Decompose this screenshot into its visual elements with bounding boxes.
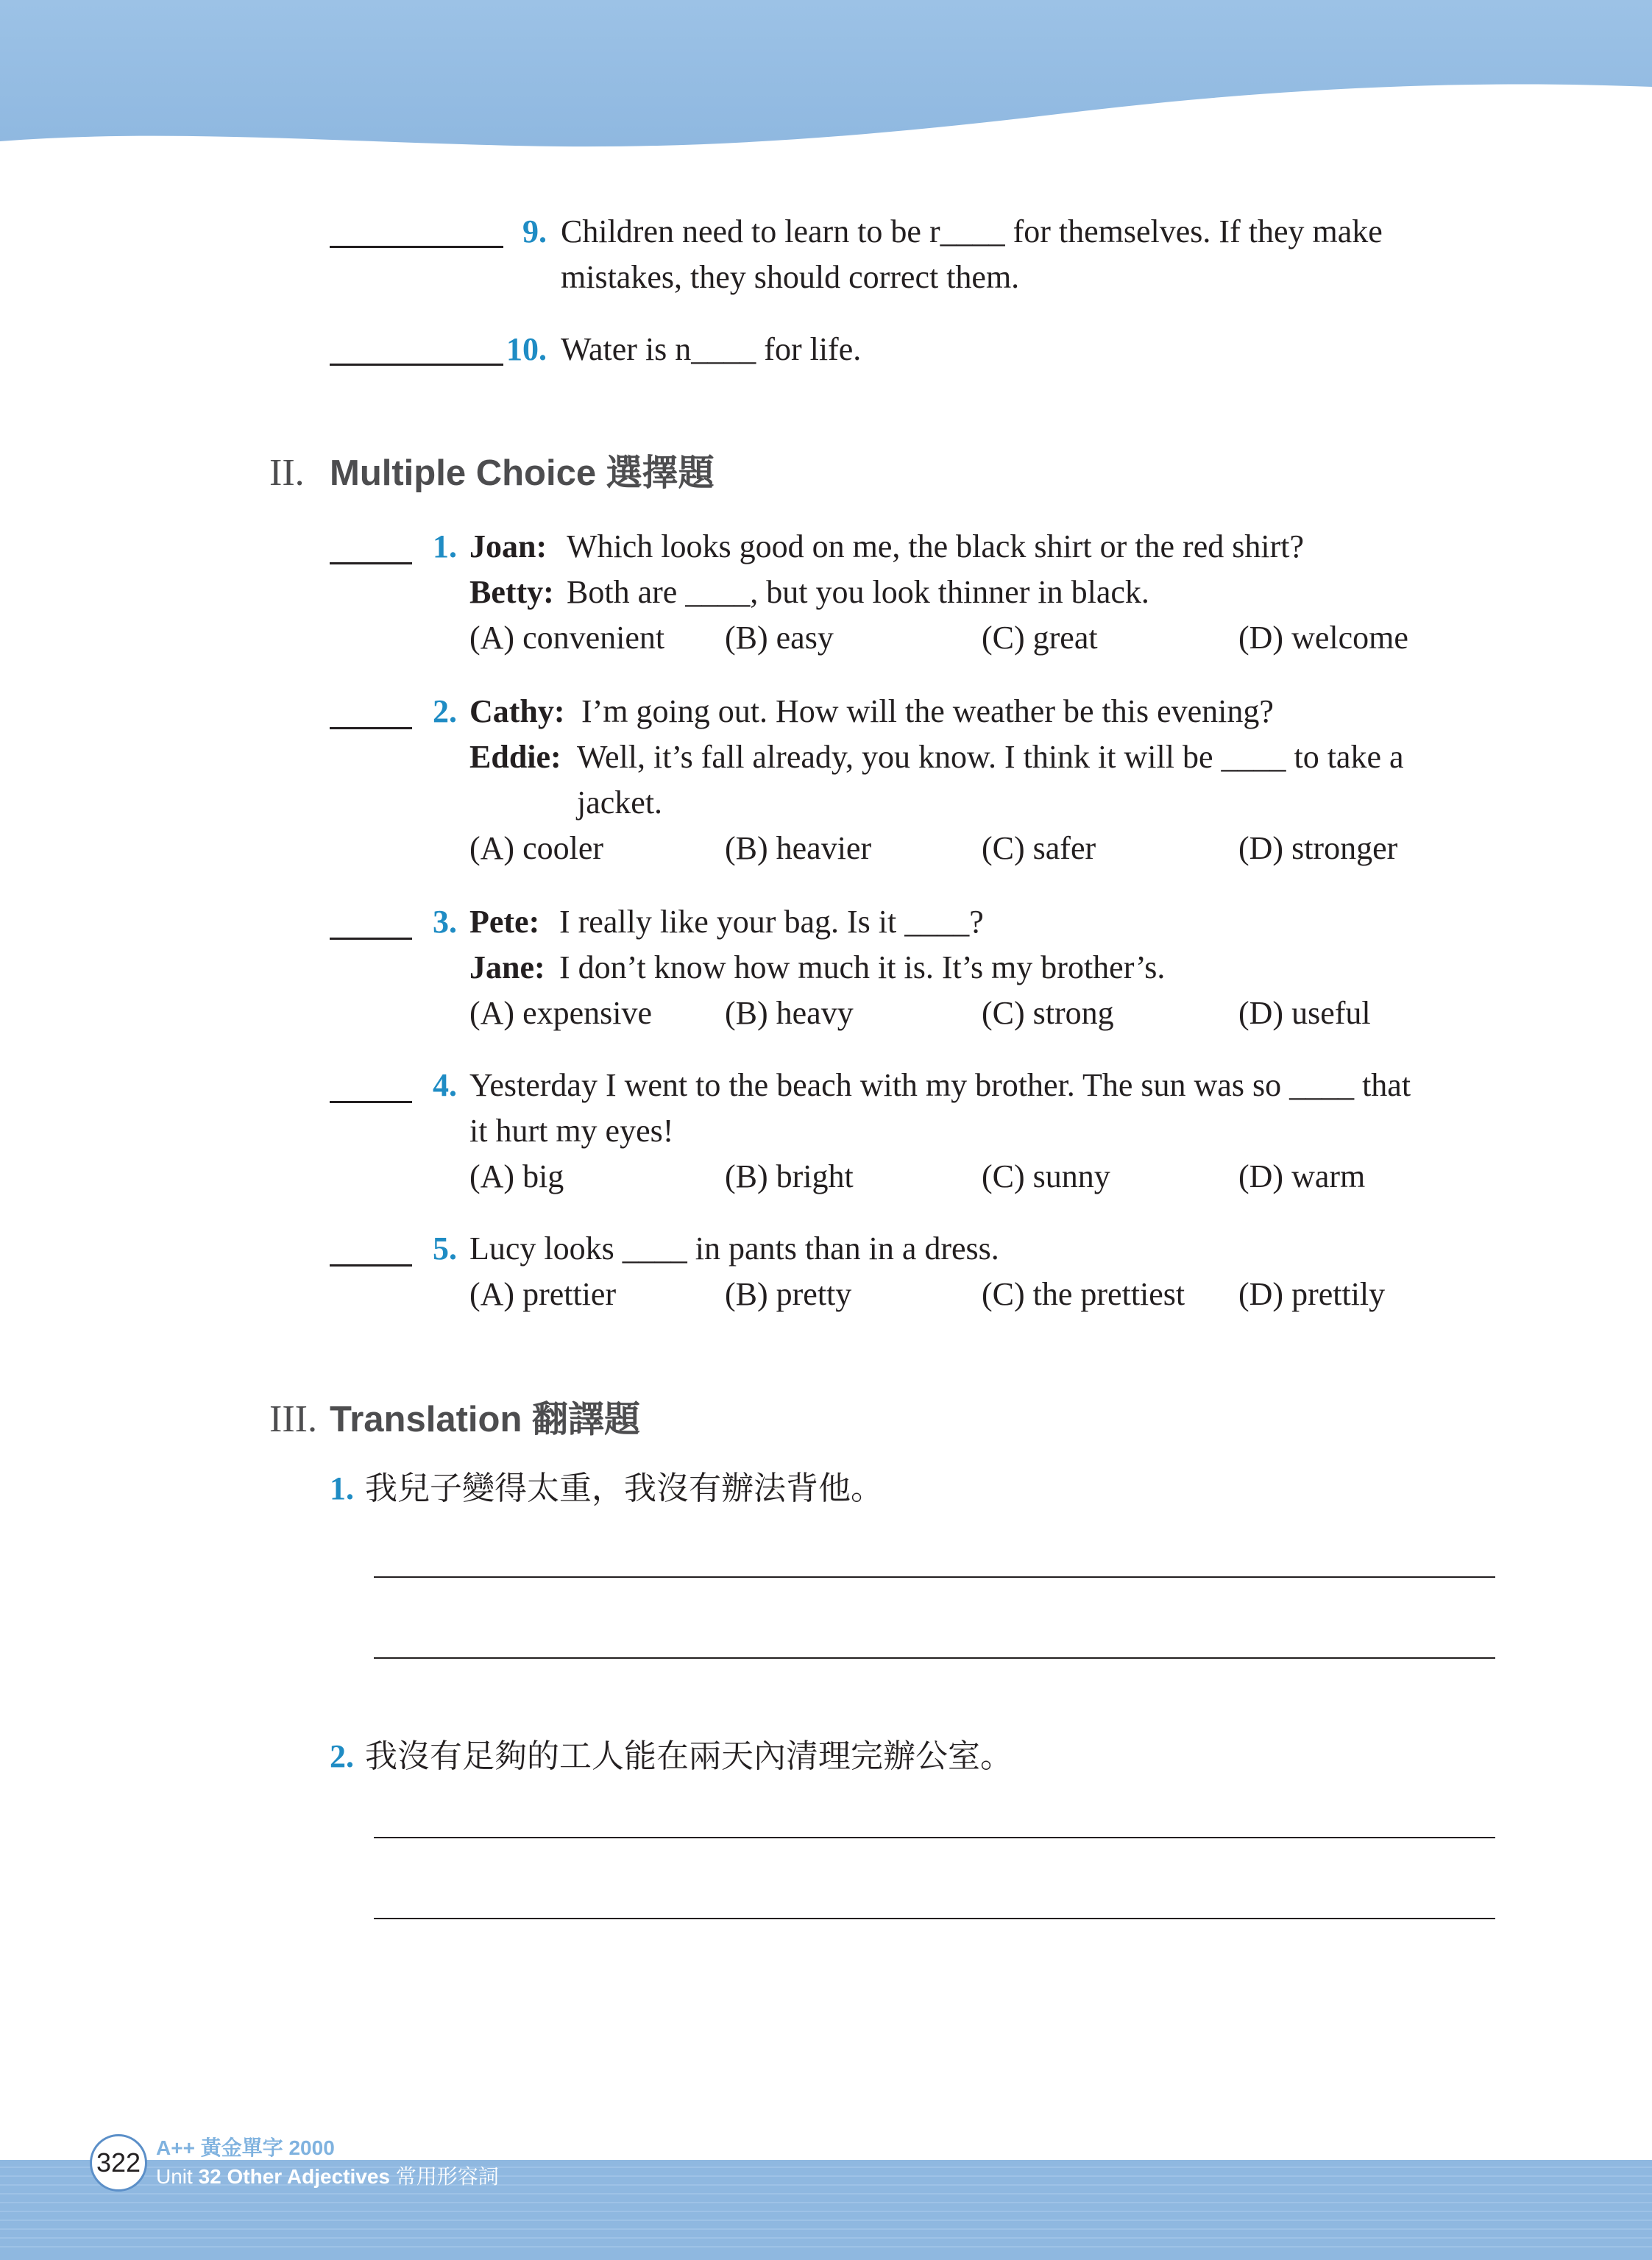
answer-blank[interactable] — [330, 727, 412, 729]
page-number: 322 — [90, 2134, 147, 2192]
option-a[interactable]: (A) prettier — [469, 1276, 617, 1312]
section-number: III. — [269, 1398, 317, 1440]
answer-line[interactable] — [374, 1576, 1495, 1578]
option-a[interactable]: (A) convenient — [469, 620, 665, 656]
option-d[interactable]: (D) stronger — [1238, 830, 1398, 866]
answer-blank[interactable] — [330, 1101, 412, 1103]
answer-blank[interactable] — [330, 562, 412, 564]
question-number: 3. — [433, 904, 457, 940]
option-b[interactable]: (B) pretty — [725, 1276, 852, 1312]
question-number: 1. — [433, 528, 457, 564]
option-c[interactable]: (C) the prettiest — [982, 1276, 1185, 1312]
question-text: Water is n____ for life. — [561, 331, 862, 367]
translation-prompt: 我兒子變得太重，我沒有辦法背他。 — [365, 1470, 883, 1506]
question-text: it hurt my eyes! — [469, 1113, 674, 1149]
option-d[interactable]: (D) prettily — [1238, 1276, 1386, 1312]
translation-prompt: 我沒有足夠的工人能在兩天內清理完辦公室。 — [365, 1738, 1013, 1774]
option-c[interactable]: (C) safer — [982, 830, 1096, 866]
question-number: 4. — [433, 1067, 457, 1103]
header-wave-decoration — [0, 0, 1652, 155]
dialogue-text: Both are ____, but you look thinner in black. — [567, 574, 1149, 610]
option-d[interactable]: (D) welcome — [1238, 620, 1408, 656]
option-c[interactable]: (C) sunny — [982, 1158, 1110, 1194]
option-b[interactable]: (B) bright — [725, 1158, 854, 1194]
unit-title-zh: 常用形容詞 — [395, 2165, 499, 2188]
speaker: Joan: — [469, 528, 547, 564]
option-b[interactable]: (B) heavy — [725, 995, 854, 1031]
option-a[interactable]: (A) big — [469, 1158, 564, 1194]
option-b[interactable]: (B) easy — [725, 620, 834, 656]
question-text: Children need to learn to be r____ for themselves. If they make — [561, 213, 1383, 249]
unit-number: 32 — [198, 2165, 221, 2188]
question-number: 2. — [433, 693, 457, 729]
unit-title — [156, 2161, 499, 2190]
question-text: Yesterday I went to the beach with my brother. The sun was so ____ that — [469, 1067, 1411, 1103]
unit-prefix: Unit — [156, 2165, 193, 2188]
answer-line[interactable] — [374, 1657, 1495, 1659]
question-number: 5. — [433, 1230, 457, 1267]
answer-blank[interactable] — [330, 938, 412, 940]
option-b[interactable]: (B) heavier — [725, 830, 872, 866]
dialogue-text: jacket. — [577, 784, 663, 821]
answer-line[interactable] — [374, 1918, 1495, 1919]
dialogue-text: I don’t know how much it is. It’s my brother’s. — [559, 949, 1166, 985]
dialogue-text: I’m going out. How will the weather be this evening? — [581, 693, 1274, 729]
question-text: Lucy looks ____ in pants than in a dress. — [469, 1230, 999, 1267]
option-c[interactable]: (C) great — [982, 620, 1098, 656]
question-number: 10. — [506, 331, 547, 367]
option-a[interactable]: (A) cooler — [469, 830, 604, 866]
section-number: II. — [269, 452, 305, 494]
section-heading — [269, 1397, 317, 1442]
speaker: Pete: — [469, 904, 540, 940]
section-title: Multiple Choice 選擇題 — [330, 453, 715, 493]
speaker: Cathy: — [469, 693, 565, 729]
option-d[interactable]: (D) useful — [1238, 995, 1371, 1031]
speaker: Betty: — [469, 574, 554, 610]
question-9 — [522, 209, 547, 255]
answer-line[interactable] — [374, 1837, 1495, 1838]
speaker: Eddie: — [469, 739, 561, 775]
answer-blank[interactable] — [330, 1264, 412, 1267]
section-heading — [269, 450, 305, 496]
book-title: A++ 黃金單字 2000 — [156, 2136, 335, 2159]
question-text: mistakes, they should correct them. — [561, 259, 1020, 295]
dialogue-text: Which looks good on me, the black shirt or the red shirt? — [567, 528, 1304, 564]
translation-number: 2. — [330, 1738, 354, 1774]
answer-blank[interactable] — [330, 246, 503, 248]
speaker: Jane: — [469, 949, 545, 985]
unit-title-en: Other Adjectives — [227, 2165, 390, 2188]
answer-blank[interactable] — [330, 364, 503, 366]
option-c[interactable]: (C) strong — [982, 995, 1114, 1031]
option-d[interactable]: (D) warm — [1238, 1158, 1366, 1194]
question-10 — [506, 327, 547, 372]
section-title: Translation 翻譯題 — [330, 1400, 641, 1439]
option-a[interactable]: (A) expensive — [469, 995, 653, 1031]
dialogue-text: Well, it’s fall already, you know. I think it will be ____ to take a — [577, 739, 1404, 775]
dialogue-text: I really like your bag. Is it ____? — [559, 904, 984, 940]
question-number: 9. — [522, 213, 547, 249]
translation-number: 1. — [330, 1470, 354, 1506]
